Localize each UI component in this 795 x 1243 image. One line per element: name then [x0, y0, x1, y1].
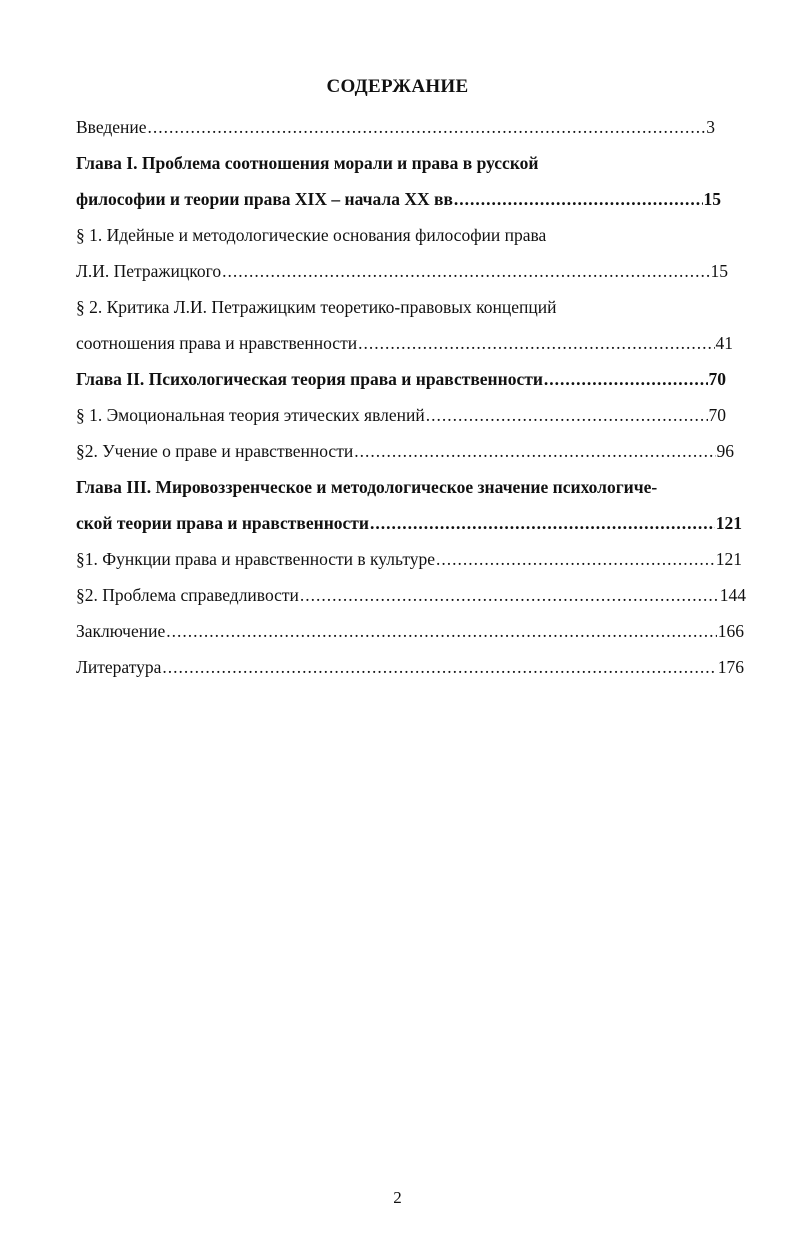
toc-entry-text: §1. Функции права и нравственности в культуре: [76, 549, 436, 569]
toc-entry-text: соотношения права и нравственности: [76, 333, 358, 353]
toc-entry-section-3-1[interactable]: [76, 547, 742, 571]
toc-entry-section-3-2[interactable]: [76, 583, 746, 607]
dot-leader: [148, 115, 706, 139]
dot-leader: [358, 331, 714, 355]
toc-title: СОДЕРЖАНИЕ: [326, 76, 469, 97]
toc-entry-introduction[interactable]: [76, 115, 715, 139]
dot-leader: [436, 547, 715, 571]
toc-entry-section-2-2[interactable]: [76, 439, 734, 463]
toc-entry-chapter-1-line-2[interactable]: [76, 187, 721, 211]
toc-entry-text: §2. Проблема справедливости: [76, 585, 299, 605]
toc-entry-page: 166: [717, 621, 744, 641]
toc-entry-section-1-1-line-1[interactable]: [76, 223, 756, 247]
toc-entry-page: 121: [715, 549, 742, 569]
toc-entry-text: §2. Учение о праве и нравственности: [76, 441, 354, 461]
toc-entry-page: 121: [715, 513, 742, 533]
dot-leader: [370, 511, 715, 535]
dot-leader: [162, 655, 716, 679]
toc-entry-text: § 1. Идейные и методологические основания философии права: [76, 225, 547, 245]
toc-entry-page: 144: [719, 585, 746, 605]
toc-entry-page: 15: [703, 189, 721, 209]
toc-entry-text: § 1. Эмоциональная теория этических явлений: [76, 405, 425, 425]
toc-entry-chapter-1-line-1[interactable]: [76, 151, 756, 175]
dot-leader: [426, 403, 708, 427]
toc-entry-page: 176: [717, 657, 744, 677]
toc-entry-page: 96: [716, 441, 734, 461]
toc-entry-text: Введение: [76, 117, 147, 137]
toc-entry-text: ской теории права и нравственности: [76, 513, 369, 533]
toc-entry-text: Глава III. Мировоззренческое и методологическое значение психологиче-: [76, 477, 658, 497]
toc-entry-page: 3: [706, 117, 715, 137]
toc-entry-text: Глава I. Проблема соотношения морали и права в русской: [76, 153, 539, 173]
page-number: 2: [393, 1188, 402, 1207]
toc-entry-text: Л.И. Петражицкого: [76, 261, 222, 281]
toc-entry-section-1-2-line-2[interactable]: [76, 331, 733, 355]
toc-entry-section-2-1[interactable]: [76, 403, 726, 427]
toc-entry-chapter-3-line-1[interactable]: [76, 475, 766, 499]
toc-entry-page: 70: [708, 405, 726, 425]
dot-leader: [354, 439, 715, 463]
toc-entry-page: 41: [715, 333, 733, 353]
toc-entry-text: Литература: [76, 657, 162, 677]
dot-leader: [300, 583, 719, 607]
dot-leader: [166, 619, 717, 643]
toc-entry-conclusion[interactable]: [76, 619, 744, 643]
toc-entry-chapter-2[interactable]: [76, 367, 726, 391]
toc-entry-page: 15: [710, 261, 728, 281]
toc-entry-text: Заключение: [76, 621, 166, 641]
toc-entry-chapter-3-line-2[interactable]: [76, 511, 742, 535]
toc-entry-section-1-2-line-1[interactable]: [76, 295, 756, 319]
toc-entry-text: § 2. Критика Л.И. Петражицким теоретико-правовых концепций: [76, 297, 557, 317]
dot-leader: [454, 187, 703, 211]
toc-entry-bibliography[interactable]: [76, 655, 744, 679]
toc-entry-page: 70: [708, 369, 726, 389]
toc-entry-text: Глава II. Психологическая теория права и нравственности: [76, 369, 543, 389]
dot-leader: [222, 259, 709, 283]
toc-entry-section-1-1-line-2[interactable]: [76, 259, 728, 283]
dot-leader: [544, 367, 708, 391]
toc-entry-text: философии и теории права XIX – начала XX вв: [76, 189, 453, 209]
